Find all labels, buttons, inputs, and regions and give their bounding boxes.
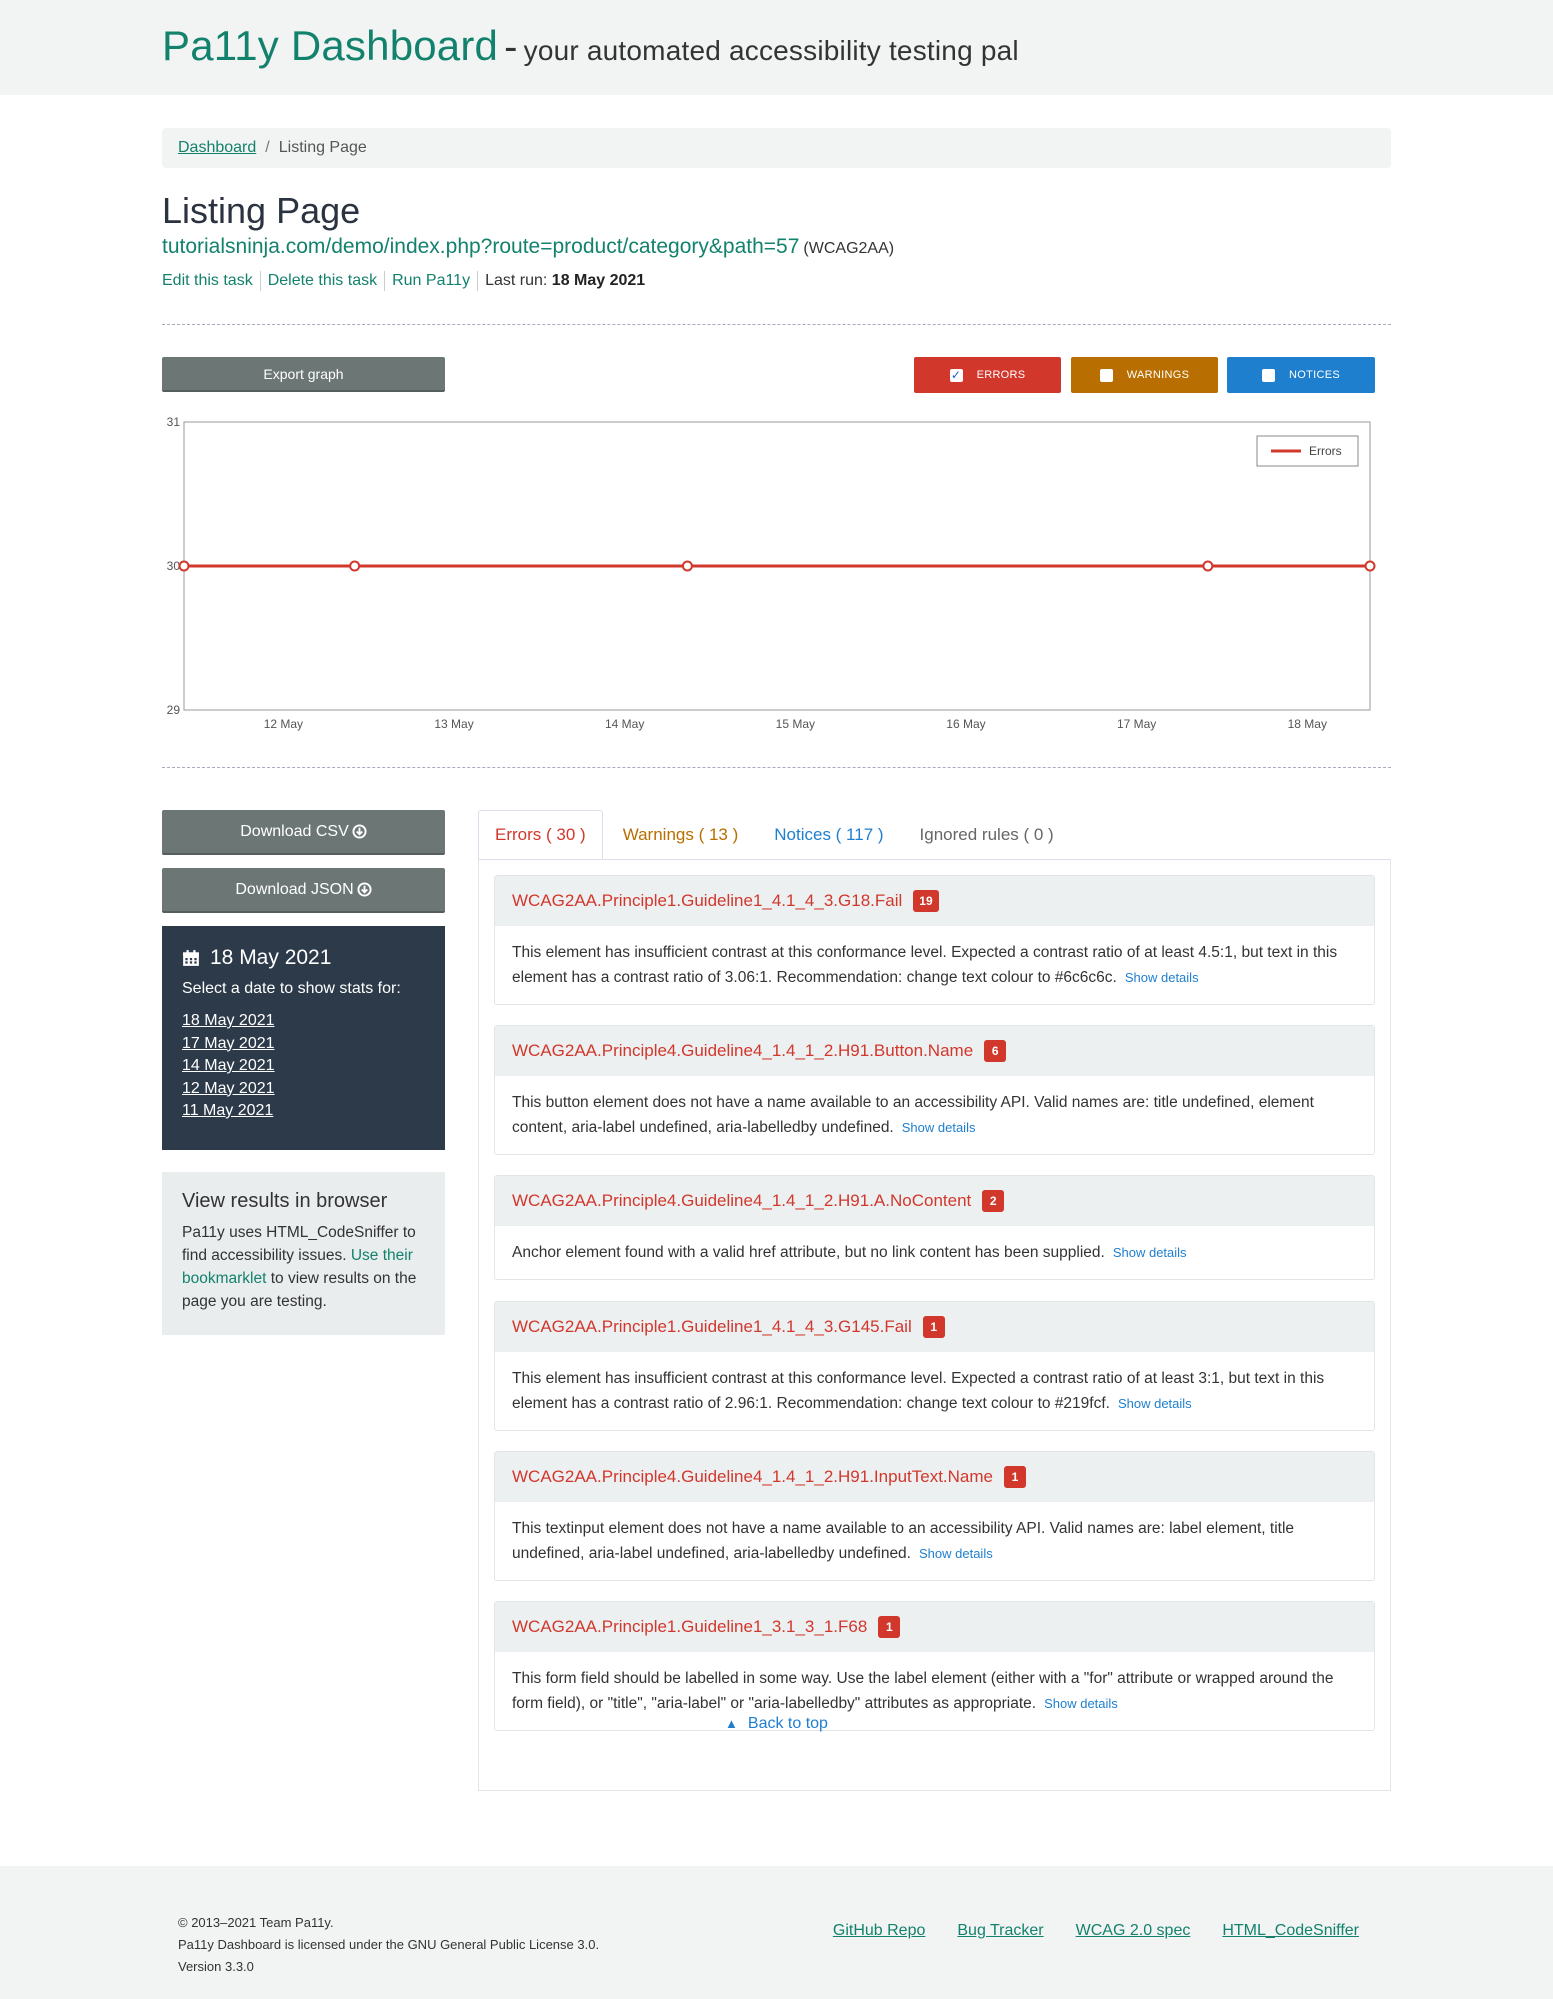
selected-date-heading [182, 946, 425, 970]
issue-code: WCAG2AA.Principle1.Guideline1_4.1_4_3.G18.Fail [512, 891, 903, 910]
issue-message: This button element does not have a name available to an accessibility API. Valid names are: title undefined, element content, aria-label undefined, aria-labelledby undefined. [512, 1094, 1314, 1136]
show-details-link[interactable]: Show details [1117, 1396, 1192, 1411]
delete-task-link[interactable]: Delete this task [267, 272, 378, 289]
edit-task-link[interactable]: Edit this task [162, 272, 253, 289]
download-json-label: Download JSON [235, 880, 354, 898]
date-link[interactable]: 14 May 2021 [182, 1057, 275, 1074]
issue-count-badge: 1 [1004, 1466, 1026, 1488]
selected-date: 18 May 2021 [210, 946, 332, 969]
date-list-item [182, 1055, 425, 1078]
issue-message: Anchor element found with a valid href attribute, but no link content has been supplied. [512, 1244, 1105, 1261]
footer-info [178, 1912, 599, 1978]
notices-checkbox[interactable] [1262, 369, 1275, 382]
back-to-top-link[interactable] [0, 1715, 1553, 1733]
issue-card [494, 1175, 1375, 1280]
issue-header[interactable] [495, 1302, 1374, 1352]
issue-body [495, 1502, 1374, 1580]
notices-toggle-label: NOTICES [1289, 369, 1340, 381]
issue-count-badge: 19 [913, 890, 938, 912]
issue-count-badge: 1 [878, 1616, 900, 1638]
bookmarklet-link[interactable]: Use their bookmarklet [182, 1247, 413, 1287]
issue-count-badge: 6 [984, 1040, 1006, 1062]
warnings-toggle[interactable] [1071, 357, 1218, 393]
task-actions [162, 271, 645, 291]
view-in-browser-title: View results in browser [182, 1190, 388, 1212]
view-in-browser-panel [162, 1172, 445, 1335]
section-divider [162, 767, 1391, 768]
last-run-date: 18 May 2021 [551, 272, 646, 289]
tab-ignored-rules[interactable]: Ignored rules ( 0 ) [919, 825, 1054, 844]
breadcrumb-separator: / [265, 139, 270, 156]
x-tick-label: 16 May [946, 717, 986, 731]
html-codesniffer-link[interactable]: HTML_CodeSniffer [1222, 1922, 1359, 1939]
issue-body [495, 1352, 1374, 1430]
warnings-toggle-label: WARNINGS [1126, 369, 1190, 381]
date-list [182, 1010, 425, 1123]
notices-toggle[interactable] [1227, 357, 1375, 393]
github-repo-link[interactable]: GitHub Repo [832, 1922, 926, 1939]
calendar-icon [182, 949, 200, 967]
issue-header[interactable] [495, 1452, 1374, 1502]
breadcrumb-dashboard-link[interactable]: Dashboard [178, 139, 257, 156]
date-link[interactable]: 11 May 2021 [182, 1102, 274, 1119]
divider [384, 271, 385, 291]
y-tick-label: 30 [166, 559, 180, 573]
data-point [350, 562, 359, 571]
legend-label: Errors [1309, 444, 1342, 458]
show-details-link[interactable]: Show details [919, 1546, 993, 1561]
x-tick-label: 13 May [434, 717, 474, 731]
divider [477, 271, 478, 291]
run-pa11y-link[interactable]: Run Pa11y [392, 272, 471, 289]
x-tick-label: 18 May [1287, 717, 1327, 731]
tab-notices[interactable]: Notices ( 117 ) [774, 825, 884, 844]
date-list-item [182, 1010, 425, 1033]
date-list-item [182, 1100, 425, 1123]
issue-count-badge: 2 [982, 1190, 1004, 1212]
issue-code: WCAG2AA.Principle4.Guideline4_1.4_1_2.H91.Button.Name [512, 1041, 974, 1060]
warnings-checkbox[interactable] [1100, 369, 1113, 382]
y-tick-label: 29 [166, 703, 180, 717]
breadcrumb [162, 128, 1391, 168]
issue-message: This element has insufficient contrast at this conformance level. Expected a contrast ratio of at least 3:1, but text in this element has a contrast ratio of 2.96:1. Recommendation: change text colour to #219fcf. [512, 1370, 1325, 1412]
tab-errors[interactable]: Errors ( 30 ) [478, 810, 603, 860]
issue-card [494, 1025, 1375, 1155]
footer-links [833, 1922, 1359, 1940]
show-details-link[interactable]: Show details [1124, 970, 1199, 985]
y-tick-label: 31 [166, 415, 180, 429]
footer-copyright: © 2013–2021 Team Pa11y. [178, 1915, 334, 1930]
errors-checkbox[interactable]: ✓ [950, 368, 962, 382]
site-header [0, 0, 1553, 95]
browser-text-2: to view results on the page you are testing. [182, 1270, 417, 1310]
section-divider [162, 324, 1391, 325]
task-url-line [162, 235, 894, 259]
issue-code: WCAG2AA.Principle4.Guideline4_1.4_1_2.H91.A.NoContent [512, 1191, 972, 1210]
issue-code: WCAG2AA.Principle4.Guideline4_1.4_1_2.H91.InputText.Name [512, 1467, 993, 1486]
issue-count-badge: 1 [923, 1316, 945, 1338]
show-details-link[interactable]: Show details [901, 1120, 976, 1135]
issue-body [495, 926, 1374, 1004]
divider [260, 271, 261, 291]
x-tick-label: 14 May [605, 717, 645, 731]
issue-card [494, 875, 1375, 1005]
issue-header[interactable] [495, 1026, 1374, 1076]
date-link[interactable]: 17 May 2021 [182, 1034, 275, 1052]
data-point [683, 562, 692, 571]
x-tick-label: 12 May [263, 717, 304, 731]
issue-card [494, 1301, 1375, 1431]
last-run [485, 272, 645, 290]
brand-title[interactable]: Pa11y Dashboard [162, 22, 499, 69]
x-tick-label: 17 May [1116, 717, 1157, 731]
footer-license: Pa11y Dashboard is licensed under the GNU General Public License 3.0. [178, 1937, 600, 1952]
breadcrumb-current: Listing Page [278, 139, 367, 156]
issue-message: This form field should be labelled in some way. Use the label element (either with a "for" attribute or wrapped around the form field), or "title", "aria-label" or "aria-labelledby" attributes as appropriate. [512, 1670, 1334, 1712]
results-panel [478, 859, 1391, 1791]
issue-body [495, 1076, 1374, 1154]
site-brand[interactable] [162, 22, 1019, 70]
download-icon [357, 882, 372, 897]
results-chart [150, 410, 1380, 740]
page-title: Listing Page [162, 190, 361, 231]
browser-text-1: Pa11y uses HTML_CodeSniffer to find accessibility issues. [182, 1224, 416, 1264]
select-date-label: Select a date to show stats for: [182, 980, 401, 997]
issue-code: WCAG2AA.Principle1.Guideline1_3.1_3_1.F68 [512, 1617, 868, 1636]
date-selector-panel [162, 926, 445, 1150]
view-in-browser-text [182, 1221, 425, 1313]
issue-message: This element has insufficient contrast at this conformance level. Expected a contrast ratio of at least 4.5:1, but text in this element has a contrast ratio of 3.06:1. Recommendation: change text colour to #6c6c6c. [512, 944, 1338, 986]
data-point [1203, 562, 1212, 571]
show-details-link[interactable]: Show details [1044, 1696, 1118, 1711]
x-tick-label: 15 May [775, 717, 816, 731]
export-graph-button[interactable]: Export graph [162, 357, 445, 392]
download-icon [352, 824, 367, 839]
data-point [1366, 562, 1375, 571]
errors-toggle[interactable] [914, 357, 1061, 393]
brand-tagline: your automated accessibility testing pal [523, 35, 1019, 66]
task-standard: (WCAG2AA) [803, 240, 895, 257]
download-json-button[interactable] [162, 868, 445, 913]
date-list-item [182, 1033, 425, 1056]
back-to-top-label: Back to top [747, 1715, 828, 1732]
issue-card [494, 1451, 1375, 1581]
results-tabs [478, 810, 1070, 860]
last-run-label: Last run: [485, 272, 548, 289]
date-link[interactable]: 18 May 2021 [182, 1012, 275, 1029]
chevron-up-icon: ▲ [725, 1716, 738, 1731]
issue-header[interactable] [495, 1602, 1374, 1652]
issue-card [494, 1601, 1375, 1731]
date-list-item [182, 1078, 425, 1101]
data-point [180, 562, 189, 571]
bug-tracker-link[interactable]: Bug Tracker [957, 1922, 1044, 1939]
show-details-link[interactable]: Show details [1112, 1245, 1187, 1260]
issue-code: WCAG2AA.Principle1.Guideline1_4.1_4_3.G145.Fail [512, 1317, 912, 1336]
issue-body [495, 1226, 1374, 1279]
issue-header[interactable] [495, 876, 1374, 926]
brand-dash: - [504, 25, 518, 69]
issue-header[interactable] [495, 1176, 1374, 1226]
issue-message: This textinput element does not have a name available to an accessibility API. Valid names are: label element, title undefined, aria-label undefined, aria-labelledby undefined. [512, 1520, 1295, 1562]
footer-version: Version 3.3.0 [178, 1959, 254, 1974]
download-csv-button[interactable] [162, 810, 445, 855]
site-footer [0, 1866, 1553, 1999]
task-url-link[interactable]: tutorialsninja.com/demo/index.php?route=product/category&path=57 [162, 235, 800, 258]
wcag-spec-link[interactable]: WCAG 2.0 spec [1075, 1922, 1191, 1939]
date-link[interactable]: 12 May 2021 [182, 1079, 275, 1097]
errors-toggle-label: ERRORS [976, 369, 1026, 381]
download-csv-label: Download CSV [240, 822, 349, 840]
tab-warnings[interactable]: Warnings ( 13 ) [622, 825, 739, 844]
